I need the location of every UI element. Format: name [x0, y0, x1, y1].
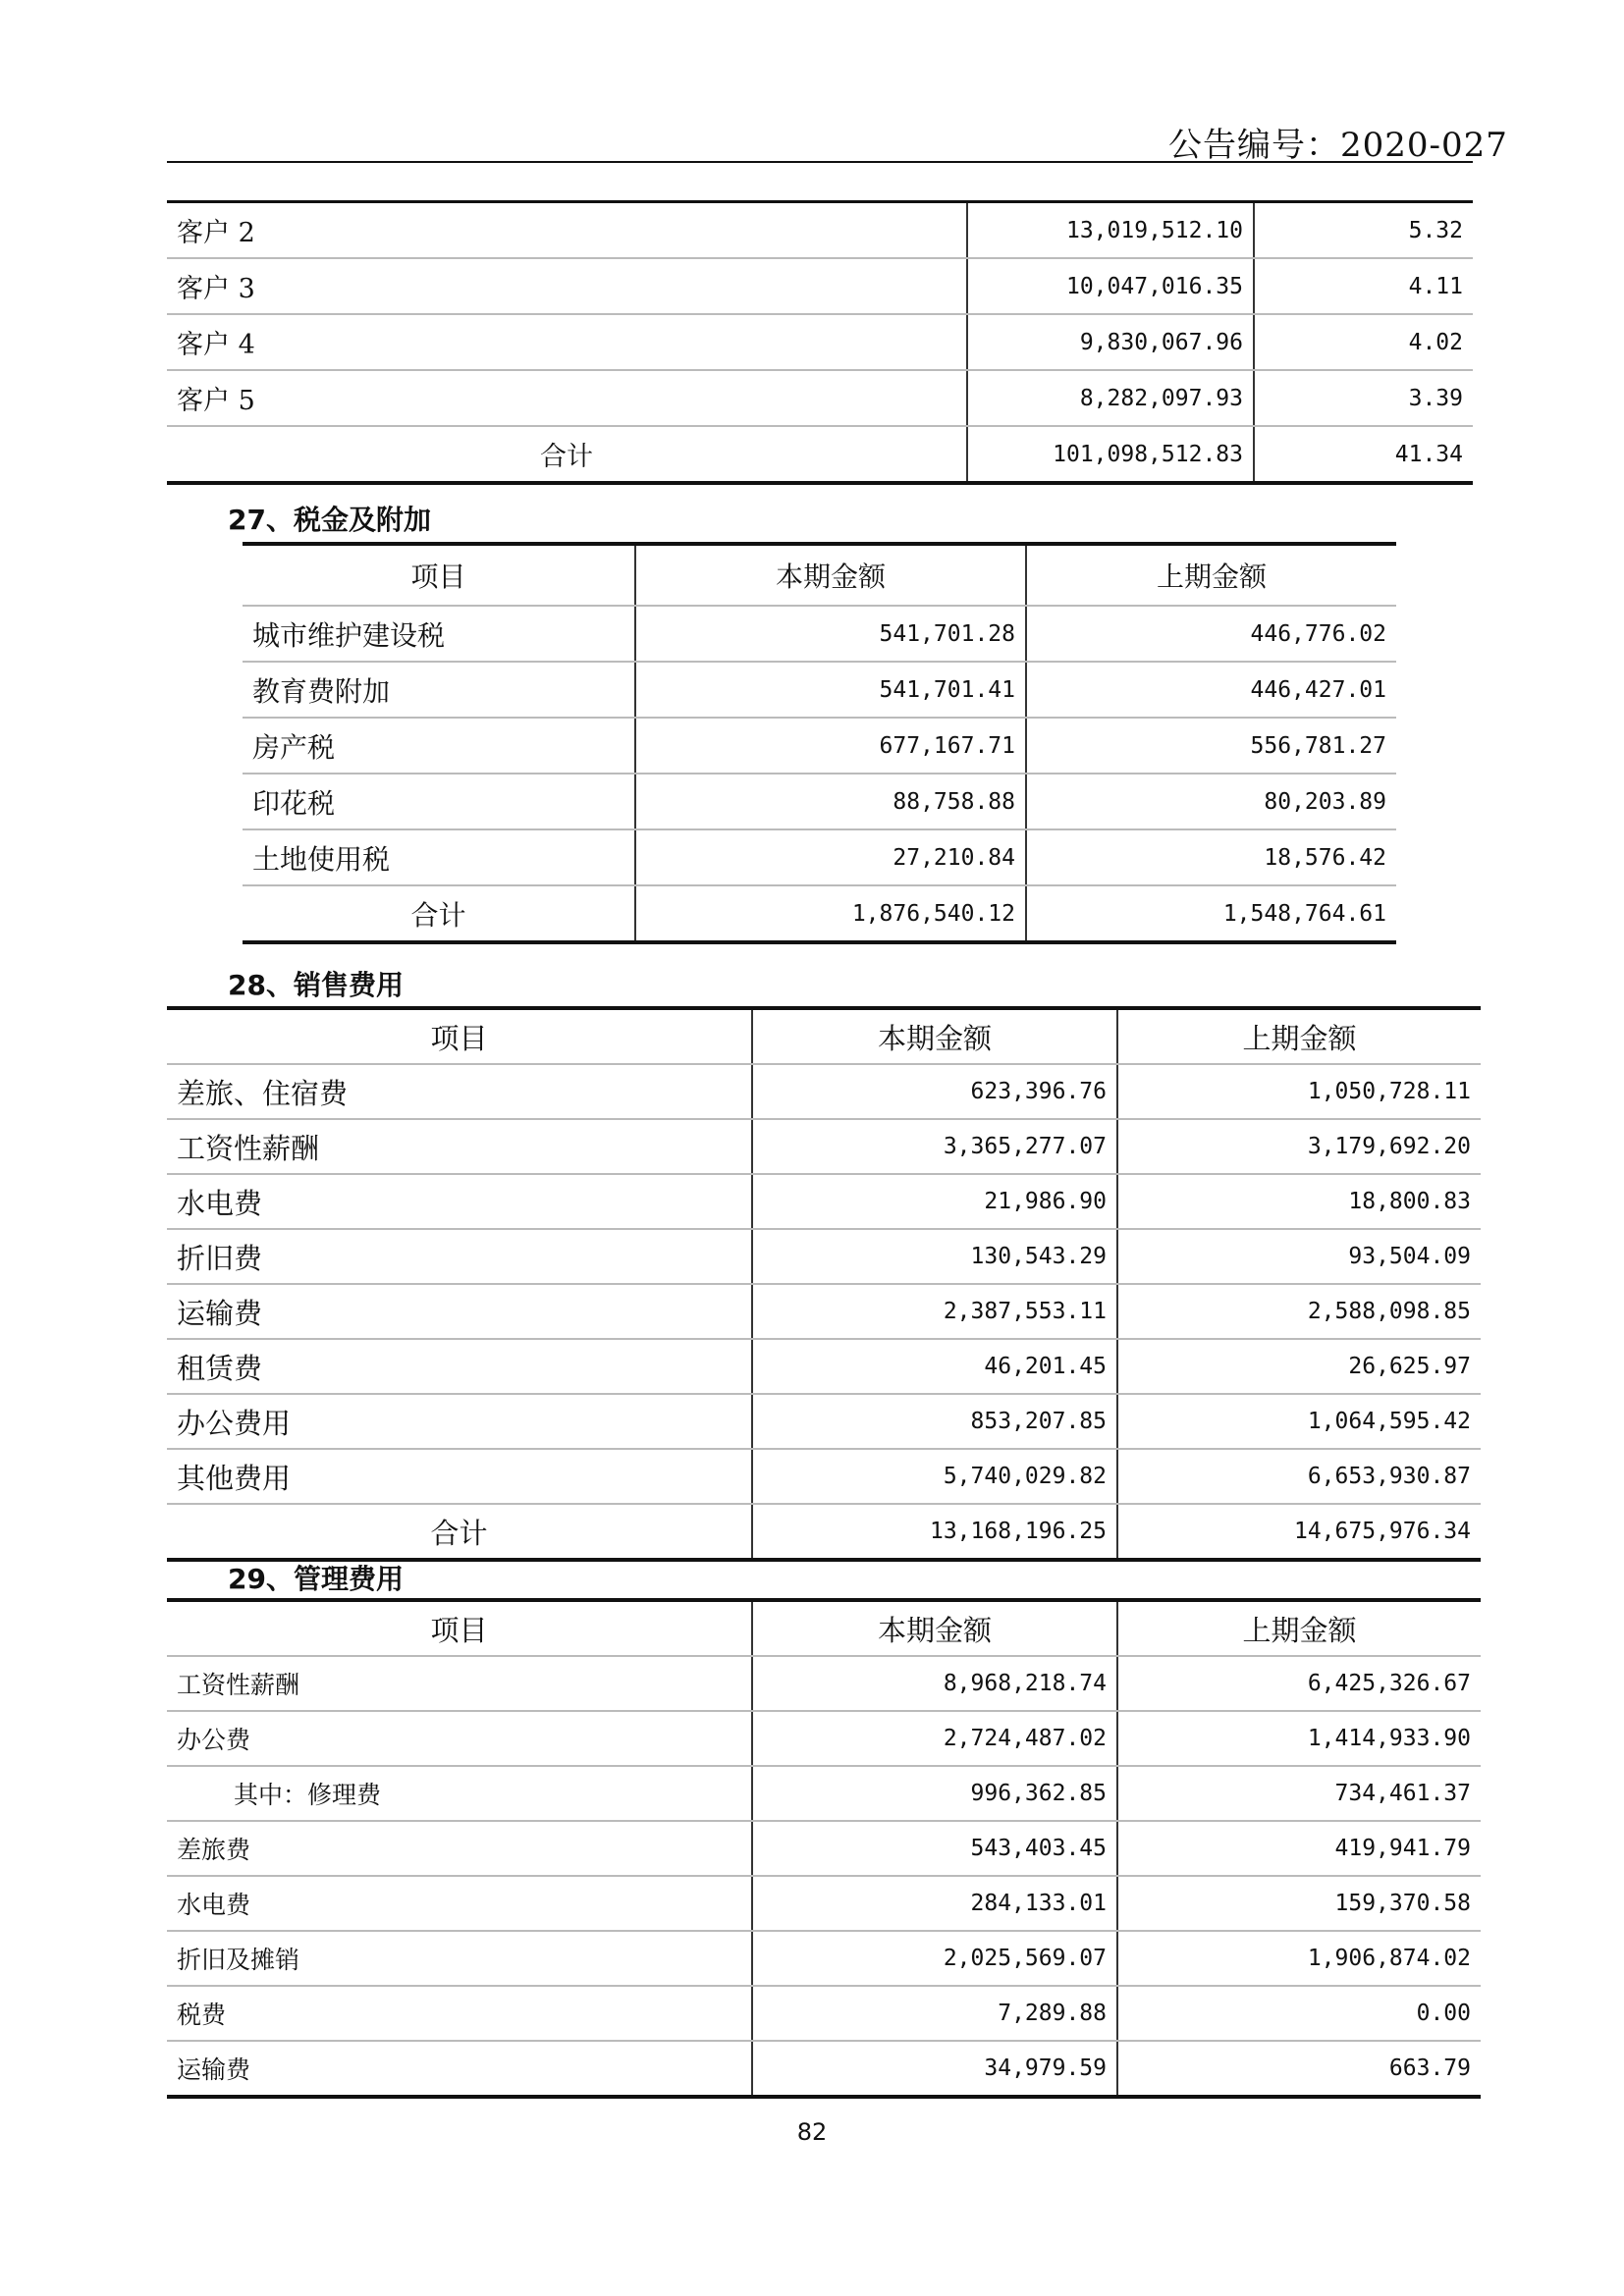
section-title-selling: 28、销售费用 — [228, 969, 404, 1001]
table-row — [243, 829, 1396, 885]
table-row — [167, 1174, 1481, 1229]
table-row — [167, 1931, 1481, 1986]
item-name: 折旧及摊销 — [167, 1931, 752, 1986]
previous-amount: 18,576.42 — [1026, 829, 1396, 885]
total-label: 合计 — [243, 885, 635, 942]
total-amount: 101,098,512.83 — [967, 426, 1254, 483]
previous-amount: 446,776.02 — [1026, 606, 1396, 662]
column-header: 项目 — [167, 1008, 752, 1064]
table-row — [167, 1339, 1481, 1394]
previous-amount: 1,906,874.02 — [1117, 1931, 1481, 1986]
current-amount: 27,210.84 — [635, 829, 1026, 885]
column-header: 上期金额 — [1117, 1008, 1481, 1064]
column-header: 项目 — [243, 544, 635, 606]
current-amount: 130,543.29 — [752, 1229, 1117, 1284]
total-row — [167, 426, 1473, 483]
table-row — [167, 1394, 1481, 1449]
table-row — [167, 1284, 1481, 1339]
notice-number: 公告编号：2020-027 — [1168, 126, 1508, 165]
column-header: 本期金额 — [635, 544, 1026, 606]
previous-amount: 663.79 — [1117, 2041, 1481, 2097]
previous-amount: 26,625.97 — [1117, 1339, 1481, 1394]
current-total: 1,876,540.12 — [635, 885, 1026, 942]
previous-amount: 1,414,933.90 — [1117, 1711, 1481, 1766]
item-name: 教育费附加 — [243, 662, 635, 718]
current-amount: 46,201.45 — [752, 1339, 1117, 1394]
selling-expenses-table — [167, 1006, 1481, 1562]
table-row — [243, 774, 1396, 829]
current-amount: 677,167.71 — [635, 718, 1026, 774]
previous-amount: 446,427.01 — [1026, 662, 1396, 718]
current-amount: 5,740,029.82 — [752, 1449, 1117, 1504]
table-row — [167, 1821, 1481, 1876]
item-name: 差旅、住宿费 — [167, 1064, 752, 1119]
page-number: 82 — [796, 2118, 828, 2146]
table-row — [167, 1876, 1481, 1931]
current-amount: 543,403.45 — [752, 1821, 1117, 1876]
previous-total: 1,548,764.61 — [1026, 885, 1396, 942]
current-total: 13,168,196.25 — [752, 1504, 1117, 1560]
previous-amount: 1,064,595.42 — [1117, 1394, 1481, 1449]
item-name: 工资性薪酬 — [167, 1656, 752, 1711]
customer-amount: 9,830,067.96 — [967, 314, 1254, 370]
column-header: 项目 — [167, 1600, 752, 1656]
table-row — [167, 314, 1473, 370]
column-header: 本期金额 — [752, 1600, 1117, 1656]
current-amount: 541,701.41 — [635, 662, 1026, 718]
item-name: 土地使用税 — [243, 829, 635, 885]
total-label: 合计 — [167, 426, 967, 483]
customer-pct: 3.39 — [1254, 370, 1473, 426]
admin-expenses-table — [167, 1598, 1481, 2099]
customer-amount: 13,019,512.10 — [967, 202, 1254, 259]
current-amount: 2,025,569.07 — [752, 1931, 1117, 1986]
previous-amount: 1,050,728.11 — [1117, 1064, 1481, 1119]
table-row — [243, 606, 1396, 662]
customer-table — [167, 200, 1473, 485]
current-amount: 88,758.88 — [635, 774, 1026, 829]
previous-amount: 734,461.37 — [1117, 1766, 1481, 1821]
current-amount: 853,207.85 — [752, 1394, 1117, 1449]
customer-pct: 4.11 — [1254, 258, 1473, 314]
item-name: 水电费 — [167, 1174, 752, 1229]
total-row — [167, 1504, 1481, 1560]
customer-pct: 5.32 — [1254, 202, 1473, 259]
item-name: 城市维护建设税 — [243, 606, 635, 662]
table-header-row — [243, 544, 1396, 606]
item-name: 工资性薪酬 — [167, 1119, 752, 1174]
item-name: 差旅费 — [167, 1821, 752, 1876]
table-row — [243, 718, 1396, 774]
table-row — [167, 202, 1473, 259]
table-row — [167, 1656, 1481, 1711]
current-amount: 21,986.90 — [752, 1174, 1117, 1229]
customer-name: 客户 2 — [167, 202, 967, 259]
item-name: 税费 — [167, 1986, 752, 2041]
current-amount: 541,701.28 — [635, 606, 1026, 662]
total-row — [243, 885, 1396, 942]
table-row — [167, 2041, 1481, 2097]
table-row — [243, 662, 1396, 718]
current-amount: 8,968,218.74 — [752, 1656, 1117, 1711]
previous-total: 14,675,976.34 — [1117, 1504, 1481, 1560]
item-name: 办公费用 — [167, 1394, 752, 1449]
customer-name: 客户 4 — [167, 314, 967, 370]
table-row — [167, 370, 1473, 426]
table-row — [167, 258, 1473, 314]
item-name: 运输费 — [167, 2041, 752, 2097]
item-name: 印花税 — [243, 774, 635, 829]
section-title-admin: 29、管理费用 — [228, 1563, 404, 1595]
total-label: 合计 — [167, 1504, 752, 1560]
current-amount: 3,365,277.07 — [752, 1119, 1117, 1174]
previous-amount: 556,781.27 — [1026, 718, 1396, 774]
previous-amount: 419,941.79 — [1117, 1821, 1481, 1876]
section-title-taxes: 27、税金及附加 — [228, 504, 431, 536]
current-amount: 34,979.59 — [752, 2041, 1117, 2097]
table-row — [167, 1766, 1481, 1821]
table-row — [167, 1449, 1481, 1504]
table-row — [167, 1711, 1481, 1766]
current-amount: 284,133.01 — [752, 1876, 1117, 1931]
item-name: 水电费 — [167, 1876, 752, 1931]
current-amount: 7,289.88 — [752, 1986, 1117, 2041]
previous-amount: 6,425,326.67 — [1117, 1656, 1481, 1711]
item-name: 其中：修理费 — [167, 1766, 752, 1821]
column-header: 上期金额 — [1026, 544, 1396, 606]
header-divider — [167, 161, 1473, 163]
previous-amount: 0.00 — [1117, 1986, 1481, 2041]
previous-amount: 3,179,692.20 — [1117, 1119, 1481, 1174]
previous-amount: 159,370.58 — [1117, 1876, 1481, 1931]
previous-amount: 6,653,930.87 — [1117, 1449, 1481, 1504]
previous-amount: 2,588,098.85 — [1117, 1284, 1481, 1339]
customer-name: 客户 3 — [167, 258, 967, 314]
item-name: 折旧费 — [167, 1229, 752, 1284]
customer-amount: 10,047,016.35 — [967, 258, 1254, 314]
table-row — [167, 1064, 1481, 1119]
previous-amount: 18,800.83 — [1117, 1174, 1481, 1229]
item-name: 租赁费 — [167, 1339, 752, 1394]
previous-amount: 80,203.89 — [1026, 774, 1396, 829]
item-name: 办公费 — [167, 1711, 752, 1766]
table-row — [167, 1229, 1481, 1284]
customer-pct: 4.02 — [1254, 314, 1473, 370]
current-amount: 2,724,487.02 — [752, 1711, 1117, 1766]
total-pct: 41.34 — [1254, 426, 1473, 483]
customer-name: 客户 5 — [167, 370, 967, 426]
previous-amount: 93,504.09 — [1117, 1229, 1481, 1284]
item-name: 运输费 — [167, 1284, 752, 1339]
customer-amount: 8,282,097.93 — [967, 370, 1254, 426]
current-amount: 996,362.85 — [752, 1766, 1117, 1821]
item-name: 房产税 — [243, 718, 635, 774]
table-row — [167, 1119, 1481, 1174]
table-row — [167, 1986, 1481, 2041]
taxes-table — [243, 542, 1396, 944]
current-amount: 2,387,553.11 — [752, 1284, 1117, 1339]
table-header-row — [167, 1008, 1481, 1064]
table-header-row — [167, 1600, 1481, 1656]
column-header: 上期金额 — [1117, 1600, 1481, 1656]
item-name: 其他费用 — [167, 1449, 752, 1504]
column-header: 本期金额 — [752, 1008, 1117, 1064]
current-amount: 623,396.76 — [752, 1064, 1117, 1119]
